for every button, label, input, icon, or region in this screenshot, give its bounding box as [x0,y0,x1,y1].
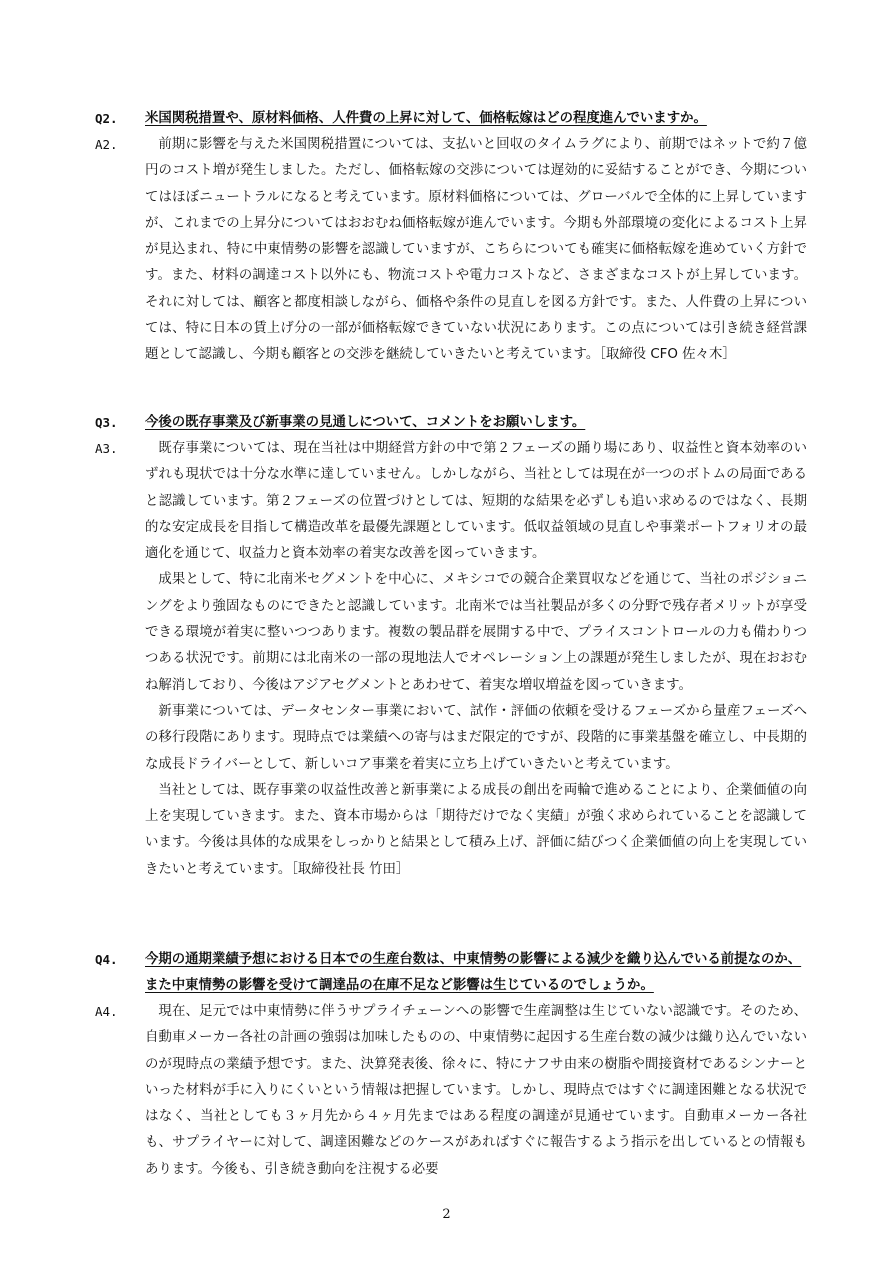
question-q2 [95,106,807,132]
question-text: 今期の通期業績予想における日本での生産台数は、中東情勢の影響による減少を織り込んでいる前提なのか、また中東情勢の影響を受けて調達品の在庫不足など影響は生じているのでしょうか。 [145,952,802,993]
answer-paragraph: 当社としては、既存事業の収益性改善と新事業による成長の創出を両輪で進めることにより、企業価値の向上を実現していきます。また、資本市場からは「期待だけでなく実績」が強く求められていることを認識しています。今後は具体的な成果をしっかりと結果として積み上げ、評価に結びつく企業価値の向上を実現していきたいと考えています。［取締役社長 竹田］ [145,782,807,877]
answer-paragraph: 現在、足元では中東情勢に伴うサプライチェーンへの影響で生産調整は生じていない認識です。そのため、自動車メーカー各社の計画の強弱は加味したものの、中東情勢に起因する生産台数の減少は織り込んでいないのが現時点の業績予想です。また、決算発表後、徐々に、特にナフサ由来の樹脂や間接資材であるシンナーといった材料が手に入りにくいという情報は把握しています。しかし、現時点ではすぐに調達困難となる状況ではなく、当社としても３ヶ月先から４ヶ月先まではある程度の調達が見通せています。自動車メーカー各社も、サプライヤーに対して、調達困難などのケースがあればすぐに報告するよう指示を出しているとの情報もあります。今後も、引き続き動向を注視する必要 [145,1004,807,1177]
answer-label: A2. [95,137,118,152]
answer-a3 [95,436,807,883]
page-number: 2 [442,1207,451,1222]
answer-paragraph: 新事業については、データセンター事業において、試作・評価の依頼を受けるフェーズから量産フェーズへの移行段階にあります。現時点では業績への寄与はまだ限定的ですが、段階的に事業基盤を確立し、中長期的な成長ドライバーとして、新しいコア事業を着実に立ち上げていきたいと考えています。 [145,703,807,772]
answer-body [145,132,807,369]
question-text: 米国関税措置や、原材料価格、人件費の上昇に対して、価格転嫁はどの程度進んでいますか。 [145,111,707,126]
answer-paragraph: 前期に影響を与えた米国関税措置については、支払いと回収のタイムラグにより、前期ではネットで約７億円のコスト増が発生しました。ただし、価格転嫁の交渉については遅効的に妥結することができ、今期についてはほぼニュートラルになると考えています。原材料価格については、グローバルで全体的に上昇していますが、これまでの上昇分についてはおおむね価格転嫁が進んでいます。今期も外部環境の変化によるコスト上昇が見込まれ、特に中東情勢の影響を認識していますが、こちらについても確実に価格転嫁を進めていく方針です。また、材料の調達コスト以外にも、物流コストや電力コストなど、さまざまなコストが上昇しています。それに対しては、顧客と都度相談しながら、価格や条件の見直しを図る方針です。また、人件費の上昇については、特に日本の賃上げ分の一部が価格転嫁できていない状況にあります。この点については引き続き経営課題として認識し、今期も顧客との交渉を継続していきたいと考えています。［取締役 CFO 佐々木］ [145,137,807,363]
answer-label: A4. [95,1004,118,1019]
answer-label: A3. [95,441,118,456]
question-label: Q3. [95,415,118,430]
answer-paragraph: 既存事業については、現在当社は中期経営方針の中で第２フェーズの踊り場にあり、収益性と資本効率のいずれも現状では十分な水準に達していません。しかしながら、当社としては現在が一つのボトムの局面であると認識しています。第２フェーズの位置づけとしては、短期的な結果を必ずしも追い求めるのではなく、長期的な安定成長を目指して構造改革を最優先課題としています。低収益領域の見直しや事業ポートフォリオの最適化を通じて、収益力と資本効率の着実な改善を図っていきます。 [145,441,807,562]
answer-paragraph: 成果として、特に北南米セグメントを中心に、メキシコでの競合企業買収などを通じて、当社のポジショニングをより強固なものにできたと認識しています。北南米では当社製品が多くの分野で残存者メリットが享受できる環境が着実に整いつつあります。複数の製品群を展開する中で、プライスコントロールの力も備わりつつある状況です。前期には北南米の一部の現地法人でオペレーション上の課題が発生しましたが、現在おおむね解消しており、今後はアジアセグメントとあわせて、着実な増収増益を図っていきます。 [145,572,807,693]
qa-block-q2 [95,106,807,369]
question-label: Q4. [95,952,118,967]
answer-a4 [95,999,807,1183]
qa-block-q3 [95,410,807,883]
answer-a2 [95,132,807,369]
question-label: Q2. [95,111,118,126]
qa-block-q4 [95,947,807,1183]
answer-body [145,436,807,883]
question-q4 [95,947,807,999]
question-text: 今後の既存事業及び新事業の見通しについて、コメントをお願いします。 [145,415,586,430]
question-q3 [95,410,807,436]
answer-body [145,999,807,1183]
